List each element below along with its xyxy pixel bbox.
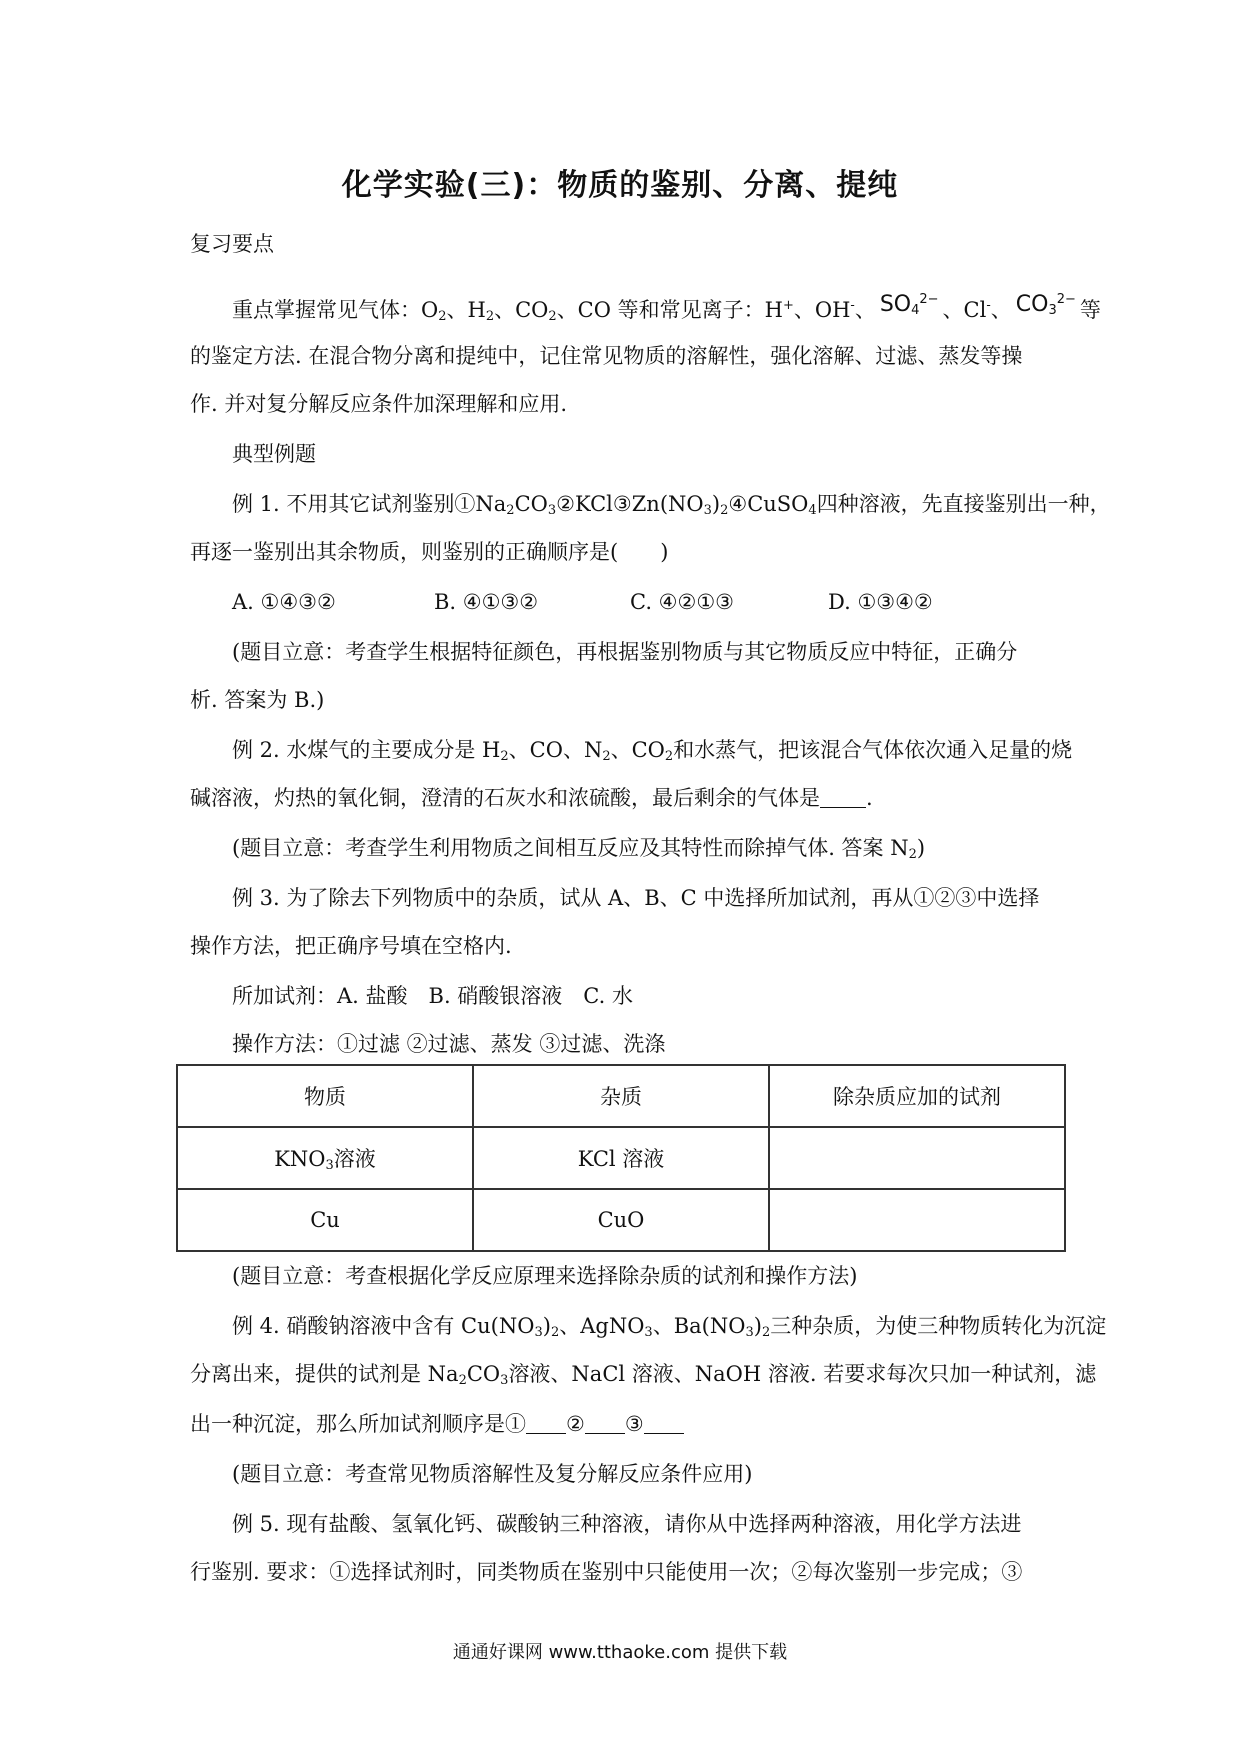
review-paragraph-line-2: 的鉴定方法. 在混合物分离和提纯中，记住常见物质的溶解性，强化溶解、过滤、蒸发等操 [190, 344, 1023, 368]
table-header-cell: 杂质 [473, 1065, 769, 1127]
answer-blank [820, 785, 866, 808]
example-4-line-1: 例 4. 硝酸钠溶液中含有 $Cu(NO_3)_2$、AgNO$_3$、$Ba(NO_3)_2$三种杂质，为使三种物质转化为沉淀 [232, 1314, 1107, 1340]
text: 、H [446, 298, 486, 322]
table-header-row [177, 1065, 1065, 1127]
answer-blank-3 [644, 1411, 684, 1434]
table-header-cell: 物质 [177, 1065, 473, 1127]
subscript: 2 [485, 309, 495, 324]
superscript: + [782, 298, 794, 313]
example-2-intent: (题目立意：考查学生利用物质之间相互反应及其特性而除掉气体. 答案 $N_2$) [232, 836, 926, 862]
text: 、Cl [942, 298, 987, 322]
section-heading-review: 复习要点 [190, 232, 274, 256]
table-cell-substance: $KNO_3$溶液 [177, 1127, 473, 1189]
example-4-intent: (题目立意：考查常见物质溶解性及复分解反应条件应用) [232, 1462, 753, 1486]
option-d: D. ①③④② [828, 590, 933, 614]
table-cell-impurity: KCl 溶液 [473, 1127, 769, 1189]
option-a: A. ①④③② [232, 590, 336, 614]
example-1-intent-line-1: (题目立意：考查学生根据特征颜色，再根据鉴别物质与其它物质反应中特征，正确分 [232, 640, 1018, 664]
example-1-intent-line-2: 析. 答案为 B.) [190, 688, 325, 712]
option-c: C. ④②①③ [630, 590, 734, 614]
review-paragraph-line-3: 作. 并对复分解反应条件加深理解和应用. [190, 392, 568, 416]
subscript: 2 [548, 309, 557, 324]
superscript: - [850, 298, 855, 313]
example-3-line-2: 操作方法，把正确序号填在空格内. [190, 934, 512, 958]
impurity-table [176, 1064, 1066, 1252]
table-header-cell: 除杂质应加的试剂 [769, 1065, 1065, 1127]
example-3-line-1: 例 3. 为了除去下列物质中的杂质，试从 A、B、C 中选择所加试剂，再从①②③中选择 [232, 886, 1040, 910]
page-title: 化学实验(三)：物质的鉴别、分离、提纯 [341, 168, 899, 203]
superscript: - [986, 298, 991, 313]
example-5-line-2: 行鉴别. 要求：①选择试剂时，同类物质在鉴别中只能使用一次；②每次鉴别一步完成；③ [190, 1560, 1023, 1584]
option-b: B. ④①③② [434, 590, 539, 614]
table-row [177, 1127, 1065, 1189]
table-cell-reagent [769, 1189, 1065, 1251]
page-footer: 通通好课网 www.tthaoke.com 提供下载 [452, 1642, 788, 1663]
example-4-line-2: 分离出来，提供的试剂是 $Na_2CO_3$溶液、NaCl 溶液、NaOH 溶液. 若要求每次只加一种试剂，滤 [190, 1362, 1097, 1388]
subscript: 2 [438, 309, 447, 324]
example-1-line-1: 例 1. 不用其它试剂鉴别$①Na_2CO_3②KCl③Zn(NO_3)_2④CuSO_4$四种溶液，先直接鉴别出一种， [232, 492, 1111, 518]
table-cell-substance: Cu [177, 1189, 473, 1251]
text: 、CO 等和常见离子：H [556, 298, 783, 322]
table-row [177, 1189, 1065, 1251]
example-3-methods: 操作方法：①过滤 ②过滤、蒸发 ③过滤、洗涤 [232, 1032, 666, 1056]
sulfate-ion: $SO_4^{2-}$ [879, 292, 939, 318]
text: 、CO [494, 298, 549, 322]
text: 、OH [793, 298, 851, 322]
example-1-options [232, 588, 933, 616]
table-cell-impurity: CuO [473, 1189, 769, 1251]
answer-blank-1 [526, 1411, 566, 1434]
example-1-line-2: 再逐一鉴别出其余物质，则鉴别的正确顺序是( ) [190, 540, 669, 564]
text: 、 [854, 298, 876, 322]
review-paragraph-line-1 [232, 292, 1101, 325]
example-5-line-1: 例 5. 现有盐酸、氢氧化钙、碳酸钠三种溶液，请你从中选择两种溶液，用化学方法进 [232, 1512, 1022, 1536]
text: 、 [990, 298, 1012, 322]
text: 重点掌握常见气体：O [232, 298, 439, 322]
example-3-intent: (题目立意：考查根据化学反应原理来选择除杂质的试剂和操作方法) [232, 1264, 858, 1288]
example-2-line-2: 碱溶液，灼热的氧化铜，澄清的石灰水和浓硫酸，最后剩余的气体是 . [190, 786, 873, 810]
answer-blank-2 [585, 1411, 625, 1434]
example-2-line-1: 例 2. 水煤气的主要成分是 $H_2$、CO、$N_2$、$CO_2$和水蒸气，把该混合气体依次通入足量的烧 [232, 738, 1073, 764]
section-heading-examples: 典型例题 [232, 442, 316, 466]
table-cell-reagent [769, 1127, 1065, 1189]
example-4-line-3: 出一种沉淀，那么所加试剂顺序是① ② ③ [190, 1410, 684, 1438]
example-3-reagents: 所加试剂：A. 盐酸 B. 硝酸银溶液 C. 水 [232, 984, 633, 1008]
carbonate-ion: $CO_3^{2-}$ [1015, 292, 1076, 318]
text: 等 [1079, 298, 1101, 322]
